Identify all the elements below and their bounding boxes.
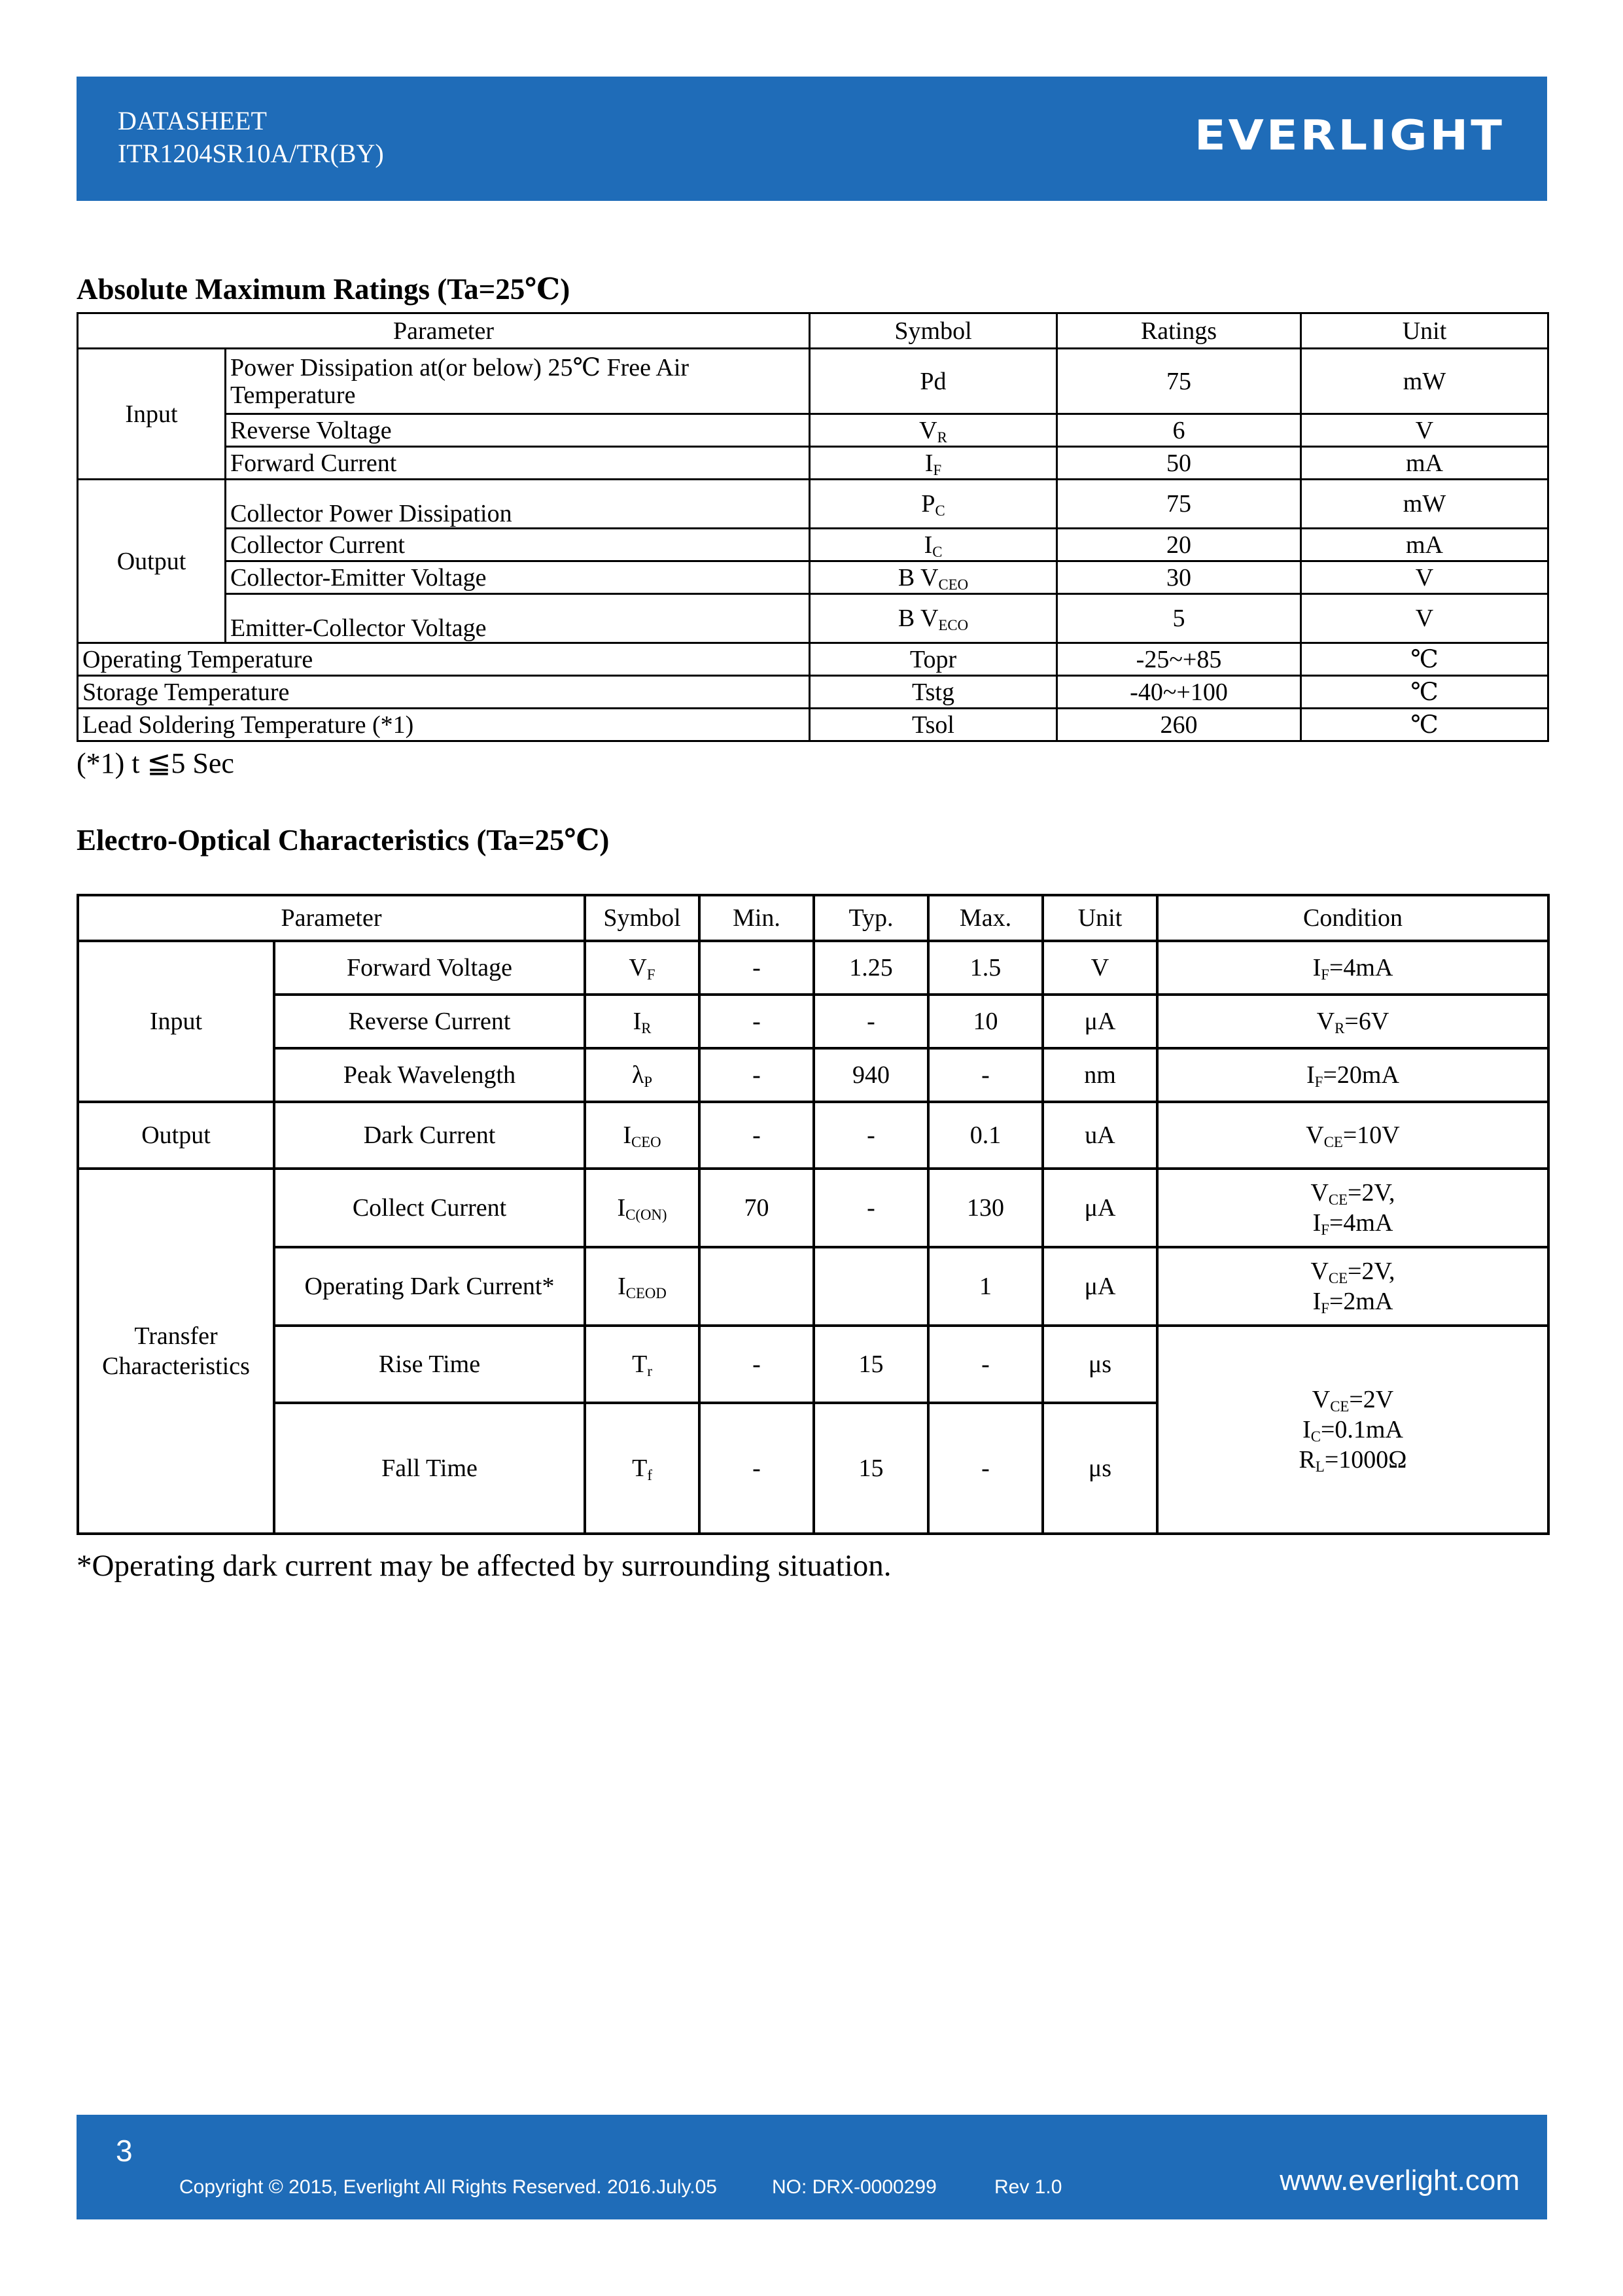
header-max: Max. <box>928 895 1043 941</box>
page-footer <box>77 2115 1547 2219</box>
rating-cell: 6 <box>1057 414 1301 447</box>
cond-text: I <box>1306 1061 1315 1089</box>
cond-text: I <box>1302 1416 1311 1443</box>
typ-cell: - <box>814 1169 928 1247</box>
header-symbol: Symbol <box>585 895 699 941</box>
cond-sub: C <box>1310 1428 1321 1445</box>
symbol-sub: R <box>641 1020 652 1036</box>
cond-text: V <box>1310 1258 1329 1285</box>
copyright: Copyright © 2015, Everlight All Rights Reserved. 2016.July.05 <box>179 2176 717 2198</box>
condition-cell <box>1157 1326 1548 1534</box>
cond-text: I <box>1312 1209 1321 1237</box>
min-cell: - <box>699 1102 814 1169</box>
symbol-cell <box>585 1403 699 1534</box>
symbol-sub: r <box>647 1363 652 1379</box>
unit-cell: ℃ <box>1301 709 1548 741</box>
param-cell: Reverse Current <box>274 995 585 1048</box>
table-row <box>78 480 1548 529</box>
symbol-text: B V <box>898 563 939 592</box>
table-row <box>78 1169 1548 1247</box>
param-cell: Operating Temperature <box>78 643 810 676</box>
unit-cell: ℃ <box>1301 643 1548 676</box>
rating-cell: 75 <box>1057 349 1301 414</box>
cond-sub: F <box>1321 966 1329 983</box>
symbol-cell <box>810 594 1057 643</box>
table-header-row <box>78 895 1548 941</box>
cond-sub: CE <box>1323 1134 1343 1150</box>
param-cell: Storage Temperature <box>78 676 810 709</box>
symbol-cell <box>810 349 1057 414</box>
symbol-sub: C <box>935 503 945 519</box>
rating-cell: 260 <box>1057 709 1301 741</box>
header-unit: Unit <box>1301 313 1548 349</box>
symbol-cell: Topr <box>810 643 1057 676</box>
param-cell: Collect Current <box>274 1169 585 1247</box>
unit-cell: mA <box>1301 529 1548 561</box>
symbol-text: T <box>632 1455 648 1482</box>
typ-cell: - <box>814 1102 928 1169</box>
symbol-cell <box>585 1326 699 1403</box>
cond-value: =6V <box>1344 1008 1389 1035</box>
symbol-sub: C <box>932 543 943 560</box>
unit-cell: V <box>1301 561 1548 594</box>
symbol-sub: R <box>937 429 947 446</box>
symbol-text: T <box>632 1351 648 1378</box>
unit-cell: μs <box>1043 1403 1157 1534</box>
website-link[interactable]: www.everlight.com <box>1280 2164 1520 2197</box>
group-output: Output <box>78 1102 274 1169</box>
header-typ: Typ. <box>814 895 928 941</box>
param-cell: Rise Time <box>274 1326 585 1403</box>
min-cell: - <box>699 1048 814 1102</box>
header-condition: Condition <box>1157 895 1548 941</box>
symbol-cell <box>585 1169 699 1247</box>
cond-text: V <box>1306 1122 1324 1149</box>
symbol-cell <box>585 941 699 995</box>
symbol-text: V <box>919 416 937 444</box>
max-cell: 1.5 <box>928 941 1043 995</box>
rating-cell: 75 <box>1057 480 1301 529</box>
symbol-text: I <box>618 1273 626 1300</box>
cond-sub: CE <box>1328 1270 1348 1286</box>
max-cell: 10 <box>928 995 1043 1048</box>
symbol-sub: CEO <box>631 1134 661 1150</box>
param-cell: Collector Power Dissipation <box>226 480 810 529</box>
condition-cell <box>1157 1247 1548 1326</box>
symbol-cell: Tstg <box>810 676 1057 709</box>
cond-sub: CE <box>1330 1398 1350 1415</box>
cond-value: =2mA <box>1329 1288 1393 1315</box>
symbol-text: Pd <box>920 367 947 395</box>
cond-text: R <box>1299 1446 1316 1474</box>
eo-table <box>77 894 1550 1535</box>
cond-sub: CE <box>1328 1192 1348 1208</box>
table-row <box>78 1247 1548 1326</box>
min-cell: 70 <box>699 1169 814 1247</box>
rating-cell: 20 <box>1057 529 1301 561</box>
symbol-text: I <box>623 1122 632 1149</box>
max-cell: 130 <box>928 1169 1043 1247</box>
table-row <box>78 447 1548 480</box>
param-cell: Forward Voltage <box>274 941 585 995</box>
table-row <box>78 643 1548 676</box>
cond-value: =2V <box>1349 1386 1394 1413</box>
cond-sub: F <box>1321 1300 1329 1316</box>
cond-value: =1000Ω <box>1324 1446 1407 1474</box>
param-cell: Power Dissipation at(or below) 25℃ Free Air Temperature <box>226 349 810 414</box>
cond-text: V <box>1310 1179 1329 1207</box>
condition-cell <box>1157 1048 1548 1102</box>
unit-cell: μs <box>1043 1326 1157 1403</box>
group-transfer: Transfer Characteristics <box>78 1169 274 1534</box>
rating-cell: -40~+100 <box>1057 676 1301 709</box>
symbol-sub: P <box>644 1074 653 1090</box>
revision: Rev 1.0 <box>994 2176 1062 2198</box>
symbol-cell <box>585 1102 699 1169</box>
symbol-sub: F <box>646 966 655 983</box>
table-row <box>78 349 1548 414</box>
symbol-sub: ECO <box>938 617 969 633</box>
unit-cell: mW <box>1301 349 1548 414</box>
condition-cell <box>1157 1102 1548 1169</box>
max-cell: - <box>928 1048 1043 1102</box>
page-header <box>77 77 1547 201</box>
table-row <box>78 709 1548 741</box>
cond-sub: L <box>1315 1458 1325 1475</box>
group-input: Input <box>78 941 274 1102</box>
symbol-sub: F <box>933 461 942 478</box>
param-cell: Collector Current <box>226 529 810 561</box>
symbol-text: P <box>921 490 935 518</box>
cond-value: =2V, <box>1348 1258 1395 1285</box>
page-number: 3 <box>116 2134 133 2168</box>
unit-cell: V <box>1301 414 1548 447</box>
param-cell: Fall Time <box>274 1403 585 1534</box>
table-row <box>78 941 1548 995</box>
unit-cell: μA <box>1043 1169 1157 1247</box>
param-cell: Lead Soldering Temperature (*1) <box>78 709 810 741</box>
symbol-cell <box>810 447 1057 480</box>
header-min: Min. <box>699 895 814 941</box>
rating-cell: 5 <box>1057 594 1301 643</box>
abs-max-title: Absolute Maximum Ratings (Ta=25℃) <box>77 273 570 306</box>
param-cell: Operating Dark Current* <box>274 1247 585 1326</box>
param-cell: Emitter-Collector Voltage <box>226 594 810 643</box>
cond-value: =4mA <box>1329 954 1393 981</box>
rating-cell: -25~+85 <box>1057 643 1301 676</box>
symbol-text: I <box>924 449 934 477</box>
symbol-cell <box>810 561 1057 594</box>
symbol-cell <box>810 480 1057 529</box>
symbol-text: I <box>924 531 933 559</box>
symbol-cell <box>585 1048 699 1102</box>
max-cell: 0.1 <box>928 1102 1043 1169</box>
unit-cell: V <box>1301 594 1548 643</box>
typ-cell: 940 <box>814 1048 928 1102</box>
cond-text: V <box>1312 1386 1331 1413</box>
min-cell: - <box>699 995 814 1048</box>
symbol-sub: CEOD <box>625 1285 667 1301</box>
doc-number: NO: DRX-0000299 <box>772 2176 937 2198</box>
table-row <box>78 414 1548 447</box>
eo-footnote: *Operating dark current may be affected by surrounding situation. <box>77 1549 892 1583</box>
eo-title: Electro-Optical Characteristics (Ta=25℃) <box>77 824 610 857</box>
symbol-text: I <box>633 1008 642 1035</box>
table-row <box>78 561 1548 594</box>
doc-type: DATASHEET <box>118 106 267 135</box>
min-cell: - <box>699 1326 814 1403</box>
cond-text: I <box>1312 1288 1321 1315</box>
table-row <box>78 1048 1548 1102</box>
symbol-cell <box>585 995 699 1048</box>
typ-cell <box>814 1247 928 1326</box>
unit-cell: μA <box>1043 1247 1157 1326</box>
rating-cell: 30 <box>1057 561 1301 594</box>
header-parameter: Parameter <box>78 313 810 349</box>
symbol-text: I <box>617 1194 626 1222</box>
unit-cell: uA <box>1043 1102 1157 1169</box>
part-number: ITR1204SR10A/TR(BY) <box>118 139 384 168</box>
table-row <box>78 594 1548 643</box>
symbol-text: B V <box>898 605 939 632</box>
cond-sub: R <box>1335 1020 1345 1036</box>
param-cell: Dark Current <box>274 1102 585 1169</box>
max-cell: - <box>928 1403 1043 1534</box>
cond-value: =10V <box>1342 1122 1400 1149</box>
unit-cell: mA <box>1301 447 1548 480</box>
param-cell: Collector-Emitter Voltage <box>226 561 810 594</box>
typ-cell: 1.25 <box>814 941 928 995</box>
table-row <box>78 1102 1548 1169</box>
unit-cell: ℃ <box>1301 676 1548 709</box>
typ-cell: 15 <box>814 1326 928 1403</box>
symbol-text: λ <box>631 1061 644 1089</box>
unit-cell: μA <box>1043 995 1157 1048</box>
symbol-cell: Tsol <box>810 709 1057 741</box>
symbol-text: V <box>629 954 647 981</box>
table-row <box>78 1326 1548 1403</box>
condition-cell <box>1157 1169 1548 1247</box>
table-header-row <box>78 313 1548 349</box>
symbol-cell <box>810 414 1057 447</box>
max-cell: 1 <box>928 1247 1043 1326</box>
unit-cell: mW <box>1301 480 1548 529</box>
typ-cell: 15 <box>814 1403 928 1534</box>
header-symbol: Symbol <box>810 313 1057 349</box>
condition-cell <box>1157 995 1548 1048</box>
table-row <box>78 529 1548 561</box>
cond-value: =4mA <box>1329 1209 1393 1237</box>
header-parameter: Parameter <box>78 895 585 941</box>
table-row <box>78 995 1548 1048</box>
symbol-cell <box>810 529 1057 561</box>
cond-value: =0.1mA <box>1320 1416 1403 1443</box>
param-cell: Forward Current <box>226 447 810 480</box>
header-unit: Unit <box>1043 895 1157 941</box>
symbol-sub: CEO <box>938 576 969 593</box>
symbol-cell <box>585 1247 699 1326</box>
max-cell: - <box>928 1326 1043 1403</box>
abs-max-footnote: (*1) t ≦5 Sec <box>77 747 234 779</box>
symbol-sub: f <box>647 1467 652 1483</box>
param-cell: Peak Wavelength <box>274 1048 585 1102</box>
abs-max-table <box>77 312 1549 742</box>
min-cell: - <box>699 1403 814 1534</box>
min-cell <box>699 1247 814 1326</box>
cond-value: =20mA <box>1323 1061 1399 1089</box>
typ-cell: - <box>814 995 928 1048</box>
condition-cell <box>1157 941 1548 995</box>
cond-text: I <box>1312 954 1321 981</box>
rating-cell: 50 <box>1057 447 1301 480</box>
unit-cell: nm <box>1043 1048 1157 1102</box>
cond-sub: F <box>1314 1074 1323 1090</box>
group-input: Input <box>78 349 226 480</box>
everlight-logo: EVERLIGHT <box>1194 111 1505 160</box>
param-cell: Reverse Voltage <box>226 414 810 447</box>
symbol-sub: C(ON) <box>625 1207 667 1223</box>
cond-text: V <box>1316 1008 1335 1035</box>
table-row <box>78 676 1548 709</box>
group-output: Output <box>78 480 226 643</box>
cond-sub: F <box>1321 1222 1329 1238</box>
header-ratings: Ratings <box>1057 313 1301 349</box>
min-cell: - <box>699 941 814 995</box>
unit-cell: V <box>1043 941 1157 995</box>
cond-value: =2V, <box>1348 1179 1395 1207</box>
